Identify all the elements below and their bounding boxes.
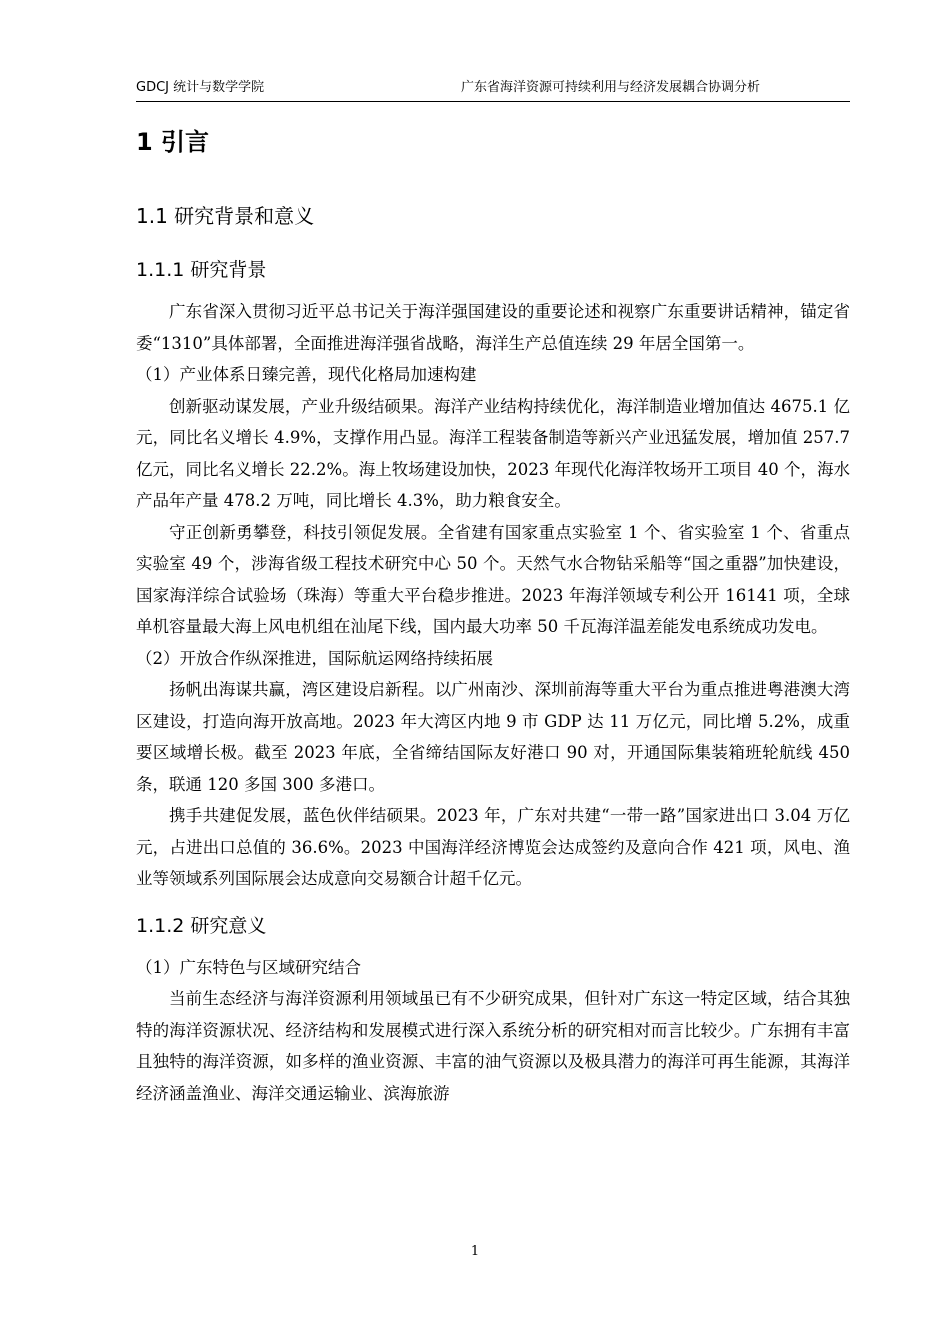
list-heading-industry: （1）产业体系日臻完善，现代化格局加速构建 xyxy=(136,365,477,384)
subsection-title-1-1-1: 1.1.1 研究背景 xyxy=(136,259,267,281)
paragraph-intro: 广东省深入贯彻习近平总书记关于海洋强国建设的重要论述和视察广东重要讲话精神，锚定省委“1310”具体部署，全面推进海洋强省战略，海洋生产总值连续 29 年居全国第一。 xyxy=(136,302,850,353)
paragraph-technology: 守正创新勇攀登，科技引领促发展。全省建有国家重点实验室 1 个、省实验室 1 个、省重点实验室 49 个，涉海省级工程技术研究中心 50 个。天然气水合物钻采船等“国之重器”加快建设，国家海洋综合试验场（珠海）等重大平台稳步推进。2023 年海洋领域专利公开 16141 项，全球单机容量最大海上风电机组在汕尾下线，国内最大功率 50 千瓦海洋温差能发电系统成功发电。 xyxy=(136,522,850,636)
paragraph-belt-road: 携手共建促发展，蓝色伙伴结硕果。2023 年，广东对共建“一带一路”国家进出口 3.04 万亿元，占进出口总值的 36.6%。2023 中国海洋经济博览会达成签约及意向合作 421 项，风电、渔业等领域系列国际展会达成意向交易额合计超千亿元。 xyxy=(136,806,850,888)
chapter-title: 1 引言 xyxy=(136,128,210,156)
paragraph-research-significance: 当前生态经济与海洋资源利用领域虽已有不少研究成果，但针对广东这一特定区域，结合其独特的海洋资源状况、经济结构和发展模式进行深入系统分析的研究相对而言比较少。广东拥有丰富且独特的海洋资源，如多样的渔业资源、丰富的油气资源以及极具潜力的海洋可再生能源，其海洋经济涵盖渔业、海洋交通运输业、滨海旅游 xyxy=(136,989,850,1103)
paragraph-industry-upgrade: 创新驱动谋发展，产业升级结硕果。海洋产业结构持续优化，海洋制造业增加值达 4675.1 亿元，同比名义增长 4.9%，支撑作用凸显。海洋工程装备制造等新兴产业迅猛发展，增加值 257.7 亿元，同比名义增长 22.2%。海上牧场建设加快，2023 年现代化海洋牧场开工项目 40 个，海水产品年产量 478.2 万吨，同比增长 4.3%，助力粮食安全。 xyxy=(136,396,850,510)
page-body xyxy=(136,118,850,1109)
running-header-institution: GDCJ 统计与数学学院 xyxy=(136,80,265,95)
paragraph-bay-area: 扬帆出海谋共赢，湾区建设启新程。以广州南沙、深圳前海等重大平台为重点推进粤港澳大湾区建设，打造向海开放高地。2023 年大湾区内地 9 市 GDP 达 11 万亿元，同比增 5.2%，成重要区域增长极。截至 2023 年底，全省缔结国际友好港口 90 对，开通国际集装箱班轮航线 450 条，联通 120 多国 300 多港口。 xyxy=(136,680,850,794)
list-heading-openness: （2）开放合作纵深推进，国际航运网络持续拓展 xyxy=(136,648,493,668)
list-heading-guangdong-features: （1）广东特色与区域研究结合 xyxy=(136,957,361,977)
subsection-title-1-1-2: 1.1.2 研究意义 xyxy=(136,914,267,937)
running-header-paper-title: 广东省海洋资源可持续利用与经济发展耦合协调分析 xyxy=(461,80,761,95)
header-divider xyxy=(136,101,850,102)
page-number: 1 xyxy=(470,1244,480,1259)
section-title-1-1: 1.1 研究背景和意义 xyxy=(136,204,315,228)
